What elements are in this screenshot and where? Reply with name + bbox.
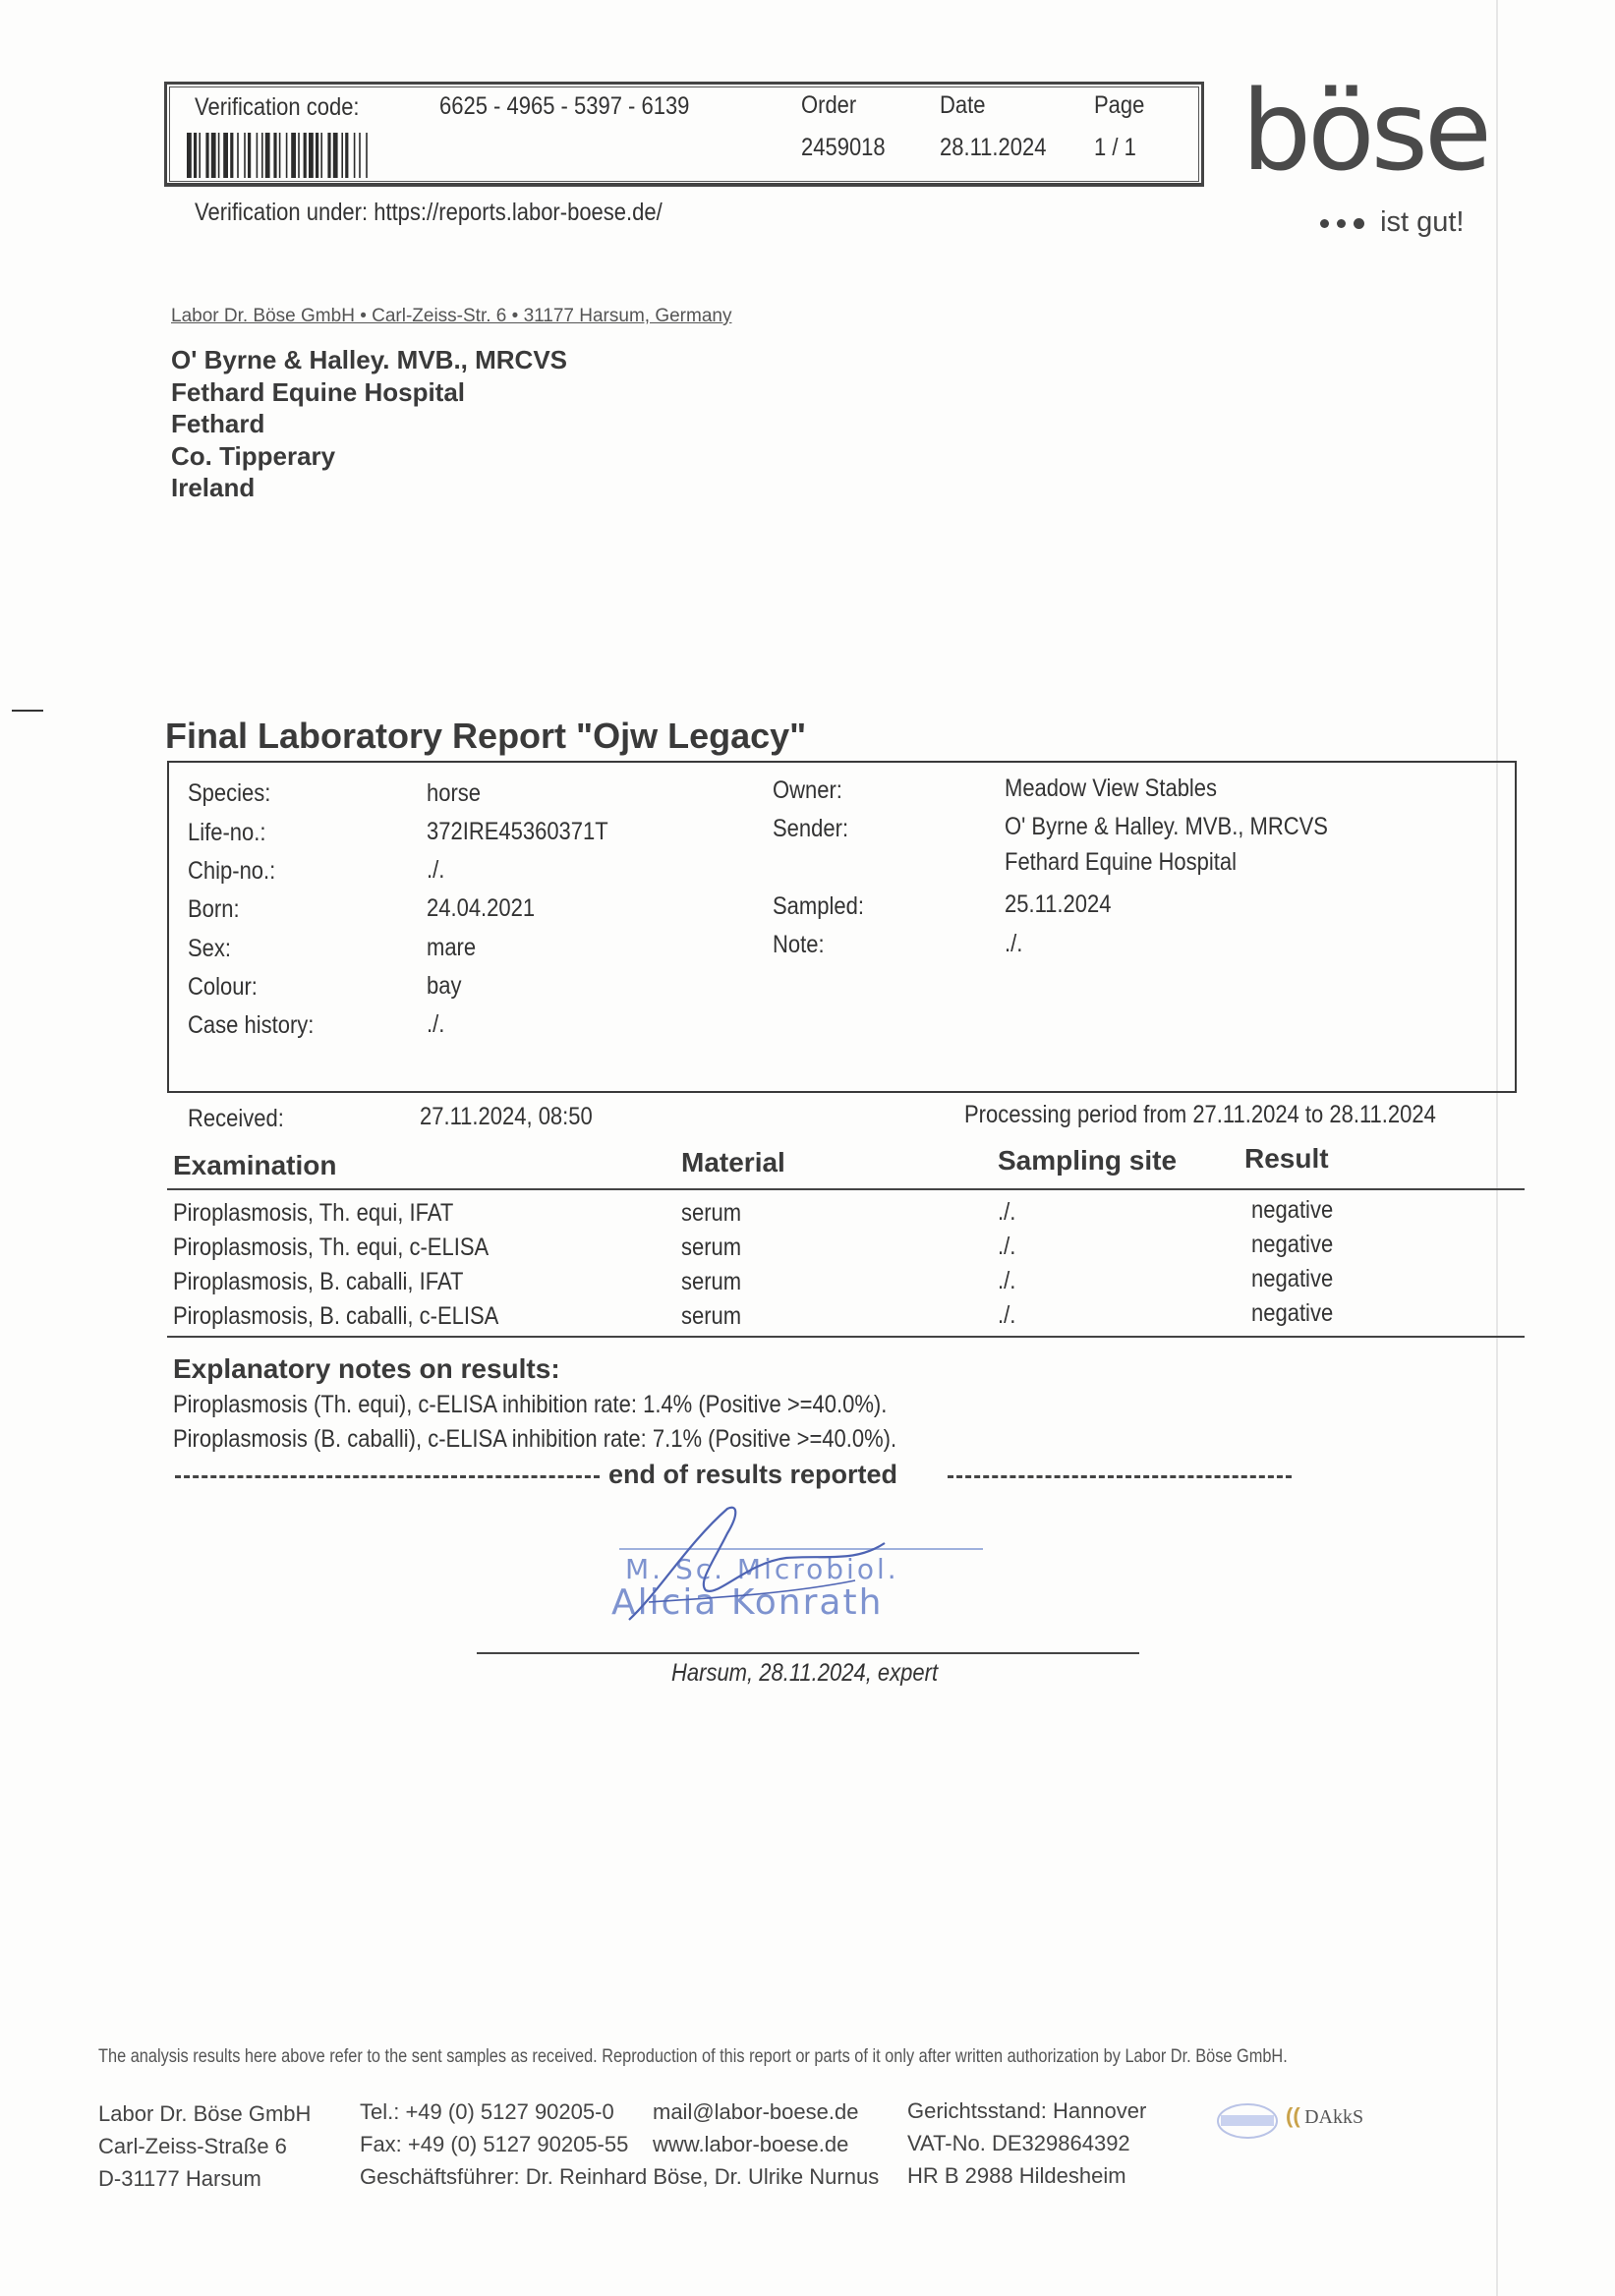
owner-label: Owner: — [773, 776, 842, 804]
recipient-line: Fethard Equine Hospital — [171, 376, 466, 407]
signature-caption: Harsum, 28.11.2024, expert — [671, 1659, 939, 1687]
row-sampling-site: ./. — [998, 1301, 1016, 1329]
recipient-line: O' Byrne & Halley. MVB., MRCVS — [171, 345, 568, 374]
row-material: serum — [681, 1268, 742, 1295]
sampled-value: 25.11.2024 — [1005, 890, 1112, 918]
received-label: Received: — [188, 1105, 284, 1132]
owner-value: Meadow View Stables — [1005, 775, 1218, 802]
certification-icon — [1215, 2101, 1280, 2141]
footer-address-line: Carl-Zeiss-Straße 6 — [98, 2134, 287, 2158]
row-material: serum — [681, 1302, 742, 1330]
barcode — [187, 133, 521, 178]
row-material: serum — [681, 1199, 742, 1227]
row-material: serum — [681, 1234, 742, 1261]
verification-code-label: Verification code: — [195, 93, 360, 121]
case-history-value: ./. — [427, 1010, 445, 1038]
sampled-label: Sampled: — [773, 892, 864, 920]
col-header-result: Result — [1244, 1143, 1329, 1174]
certification-logo — [1215, 2101, 1280, 2141]
end-marker-dash-left — [175, 1475, 600, 1478]
note-label: Note: — [773, 931, 825, 958]
footer-website: www.labor-boese.de — [653, 2132, 849, 2156]
recipient-line: Co. Tipperary — [171, 440, 336, 471]
chip-no-label: Chip-no.: — [188, 857, 276, 885]
end-of-results-marker — [173, 1460, 1294, 1489]
scan-edge-line — [1496, 0, 1498, 2296]
colour-label: Colour: — [188, 973, 258, 1001]
sender-label: Sender: — [773, 815, 849, 842]
stamp-title: M. Sc. Microbiol. — [625, 1553, 899, 1585]
species-value: horse — [427, 779, 482, 807]
report-date: 28.11.2024 — [940, 134, 1047, 161]
row-sampling-site: ./. — [998, 1233, 1016, 1260]
verification-url: Verification under: https://reports.labor-boese.de/ — [195, 199, 663, 226]
case-history-label: Case history: — [188, 1011, 315, 1039]
table-header-rule — [167, 1188, 1525, 1190]
life-no-value: 372IRE45360371T — [427, 818, 608, 845]
born-value: 24.04.2021 — [427, 894, 536, 922]
chip-no-value: ./. — [427, 856, 445, 884]
recipient-address — [171, 344, 567, 504]
sender-return-line: Labor Dr. Böse GmbH • Carl-Zeiss-Str. 6 • 31177 Harsum, Germany — [171, 306, 732, 326]
footer-address-line: Labor Dr. Böse GmbH — [98, 2101, 312, 2126]
sender-value-line1: O' Byrne & Halley. MVB., MRCVS — [1005, 813, 1328, 840]
species-label: Species: — [188, 779, 271, 807]
row-result: negative — [1251, 1299, 1334, 1327]
patient-info-box — [167, 761, 1517, 1093]
dakks-logo: (( DAkkS — [1286, 2103, 1364, 2128]
footer-address-line: D-31177 Harsum — [98, 2166, 261, 2191]
logo-tagline: ist gut! — [1320, 206, 1465, 239]
footer-legal-line: VAT-No. DE329864392 — [907, 2131, 1130, 2155]
received-value: 27.11.2024, 08:50 — [420, 1103, 593, 1130]
handwritten-signature — [590, 1504, 1003, 1632]
note-line: Piroplasmosis (Th. equi), c-ELISA inhibition rate: 1.4% (Positive >=40.0%). — [173, 1391, 888, 1418]
signature-stamp — [590, 1504, 1003, 1632]
end-marker-text: end of results reported — [608, 1460, 898, 1489]
row-examination: Piroplasmosis, Th. equi, c-ELISA — [173, 1234, 490, 1261]
col-header-examination: Examination — [173, 1150, 337, 1180]
born-label: Born: — [188, 895, 240, 923]
row-result: negative — [1251, 1265, 1334, 1292]
row-examination: Piroplasmosis, B. caballi, c-ELISA — [173, 1302, 499, 1330]
end-marker-dash-right — [948, 1475, 1292, 1478]
page-number: 1 / 1 — [1094, 134, 1136, 161]
table-bottom-rule — [167, 1336, 1525, 1338]
col-header-sampling-site: Sampling site — [998, 1145, 1178, 1176]
order-number: 2459018 — [801, 134, 886, 161]
processing-period: Processing period from 27.11.2024 to 28.11.2024 — [964, 1101, 1436, 1128]
sex-label: Sex: — [188, 935, 232, 962]
stamp-name: Alicia Konrath — [611, 1582, 884, 1623]
footer-legal-line: HR B 2988 Hildesheim — [907, 2163, 1126, 2188]
footer-fax: Fax: +49 (0) 5127 90205-55 — [360, 2132, 629, 2156]
col-header-material: Material — [681, 1147, 785, 1177]
verification-code: 6625 - 4965 - 5397 - 6139 — [439, 92, 690, 120]
fold-mark — [12, 710, 43, 712]
logo-wordmark: böse — [1241, 68, 1488, 196]
recipient-line: Ireland — [171, 473, 256, 502]
footer-phone: Tel.: +49 (0) 5127 90205-0 — [360, 2099, 614, 2124]
company-logo — [1241, 49, 1497, 246]
colour-value: bay — [427, 972, 462, 1000]
note-value: ./. — [1005, 930, 1023, 957]
page-label: Page — [1094, 91, 1145, 119]
sex-value: mare — [427, 934, 477, 961]
row-sampling-site: ./. — [998, 1267, 1016, 1294]
signature-line — [477, 1652, 1139, 1654]
footer-email: mail@labor-boese.de — [653, 2099, 859, 2124]
note-line: Piroplasmosis (B. caballi), c-ELISA inhibition rate: 7.1% (Positive >=40.0%). — [173, 1425, 897, 1453]
date-label: Date — [940, 91, 986, 119]
sender-value-line2: Fethard Equine Hospital — [1005, 848, 1238, 876]
recipient-line: Fethard — [171, 409, 265, 438]
life-no-label: Life-no.: — [188, 819, 266, 846]
row-sampling-site: ./. — [998, 1198, 1016, 1226]
row-examination: Piroplasmosis, Th. equi, IFAT — [173, 1199, 454, 1227]
row-result: negative — [1251, 1231, 1334, 1258]
order-label: Order — [801, 91, 857, 119]
notes-title: Explanatory notes on results: — [173, 1353, 560, 1384]
disclaimer: The analysis results here above refer to the sent samples as received. Reproduction of this report or parts of it only after written authorization by Labor Dr. Böse GmbH. — [98, 2046, 1288, 2067]
footer-managing-directors: Geschäftsführer: Dr. Reinhard Böse, Dr. Ulrike Nurnus — [360, 2164, 880, 2189]
footer-legal-line: Gerichtsstand: Hannover — [907, 2098, 1147, 2123]
row-examination: Piroplasmosis, B. caballi, IFAT — [173, 1268, 464, 1295]
report-title: Final Laboratory Report "Ojw Legacy" — [165, 716, 807, 756]
row-result: negative — [1251, 1196, 1334, 1224]
